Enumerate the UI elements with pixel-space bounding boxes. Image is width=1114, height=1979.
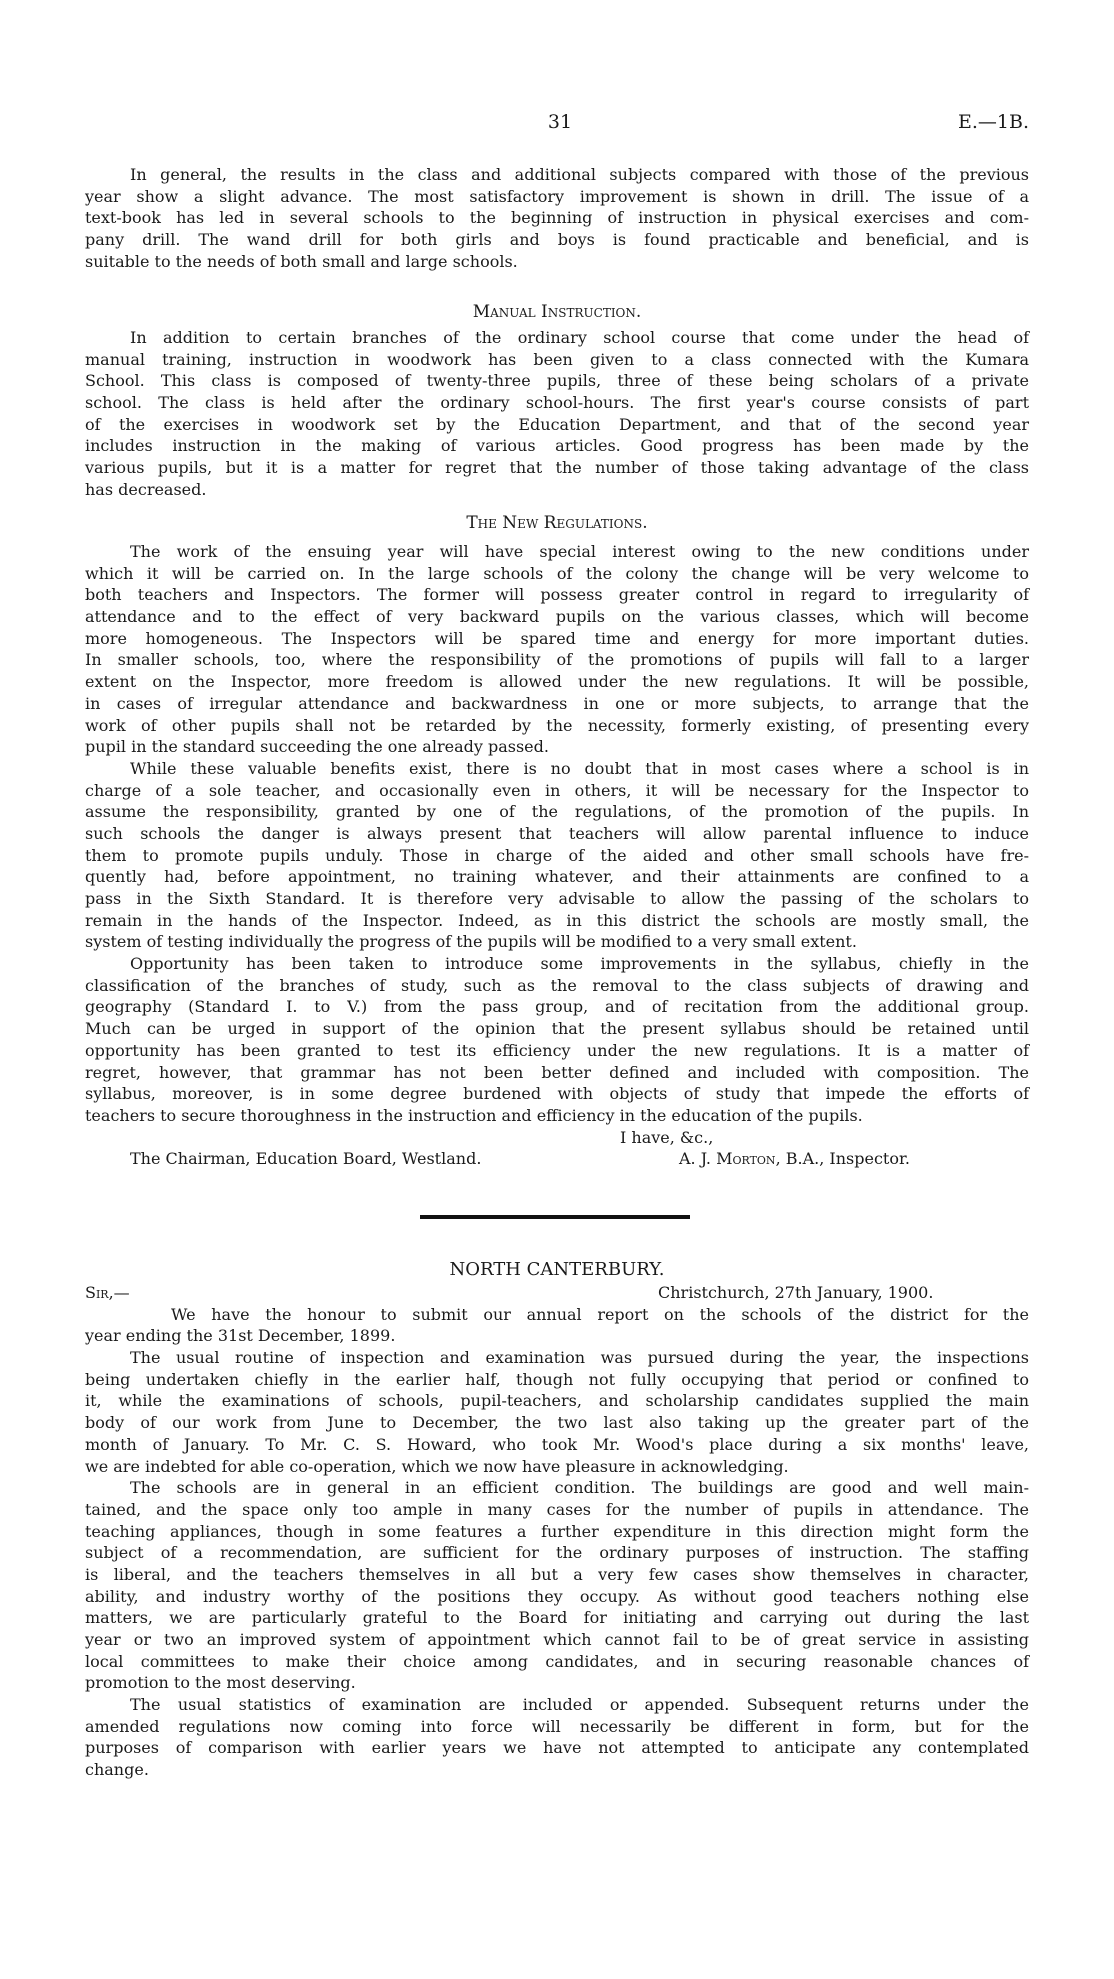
text-line: being undertaken chiefly in the earlier half, though not fully occupying that period or confined to	[85, 1369, 1029, 1389]
text-line: matters, we are particularly grateful to the Board for initiating and carrying out during the last	[85, 1608, 1029, 1628]
text-line: them to promote pupils unduly. Those in charge of the aided and other small schools have fre-	[85, 845, 1029, 865]
text-line: year show a slight advance. The most satisfactory improvement is shown in drill. The issue of a	[85, 186, 1029, 206]
closing-formula: I have, &c.,	[620, 1127, 714, 1147]
document-reference	[958, 111, 1029, 133]
heading-north-canterbury: NORTH CANTERBURY.	[449, 1259, 665, 1280]
text-line: The schools are in general in an efficient condition. The buildings are good and well main-	[130, 1478, 1029, 1498]
text-line: In general, the results in the class and additional subjects compared with those of the previous	[130, 165, 1029, 184]
signature-row	[85, 1148, 1029, 1170]
text-line: local committees to make their choice among candidates, and in securing reasonable chances of	[85, 1651, 1029, 1671]
paragraph-routine	[85, 1347, 1029, 1477]
document-reference-suffix: B.	[1008, 111, 1029, 133]
addressee: The Chairman, Education Board, Westland.	[130, 1149, 482, 1169]
text-line: The work of the ensuing year will have special interest owing to the new conditions under	[130, 542, 1029, 561]
signature-title: , B.A., Inspector.	[775, 1149, 910, 1169]
place-and-date: Christchurch, 27th January, 1900.	[658, 1283, 934, 1302]
text-line: purposes of comparison with earlier years we have not attempted to anticipate any contemplated	[85, 1738, 1029, 1758]
text-line: attendance and to the effect of very backward pupils on the various classes, which will become	[85, 607, 1029, 627]
text-line: The usual statistics of examination are included or appended. Subsequent returns under the	[130, 1695, 1029, 1715]
text-line: extent on the Inspector, more freedom is allowed under the new regulations. It will be possible,	[85, 672, 1029, 692]
signature-initials: A. J.	[679, 1149, 717, 1169]
text-line: In smaller schools, too, where the responsibility of the promotions of pupils will fall to a larger	[85, 650, 1029, 670]
text-line: body of our work from June to December, the two last also taking up the greater part of the	[85, 1413, 1029, 1433]
text-line: which it will be carried on. In the large schools of the colony the change will be very welcome to	[85, 563, 1029, 583]
text-line: Opportunity has been taken to introduce some improvements in the syllabus, chiefly in the	[130, 954, 1029, 974]
text-line: more homogeneous. The Inspectors will be spared time and energy for more important duties.	[85, 628, 1029, 648]
text-line: syllabus, moreover, is in some degree burdened with objects of study that impede the efforts of	[85, 1084, 1029, 1104]
text-line: suitable to the needs of both small and large schools.	[85, 251, 518, 271]
text-line: remain in the hands of the Inspector. Indeed, as in this district the schools are mostly small, the	[85, 910, 1029, 930]
heading-manual-instruction: Manual Instruction.	[472, 302, 642, 322]
text-line: includes instruction in the making of various articles. Good progress has been made by the	[85, 436, 1029, 456]
text-line: In addition to certain branches of the ordinary school course that come under the head of	[130, 328, 1029, 347]
text-line: of the exercises in woodwork set by the Education Department, and that of the second year	[85, 414, 1029, 434]
text-line: pany drill. The wand drill for both girls and boys is found practicable and beneficial, and is	[85, 230, 1029, 250]
text-line: system of testing individually the progress of the pupils will be modified to a very small extent.	[85, 932, 857, 952]
text-line: pass in the Sixth Standard. It is therefore very advisable to allow the passing of the scholars to	[85, 889, 1029, 908]
text-line: manual training, instruction in woodwork has been given to a class connected with the Kumara	[85, 349, 1029, 369]
text-line: We have the honour to submit our annual report on the schools of the district for the	[171, 1304, 1029, 1324]
signature	[679, 1148, 910, 1170]
text-line: amended regulations now coming into force will necessarily be different in form, but for the	[85, 1716, 1029, 1736]
paragraph-manual-instruction	[85, 327, 1029, 501]
text-line: promotion to the most deserving.	[85, 1673, 356, 1693]
text-line: both teachers and Inspectors. The former will possess greater control in regard to irregularity of	[85, 585, 1029, 605]
manual-instruction-section	[85, 327, 1029, 501]
text-line: has decreased.	[85, 479, 207, 499]
text-line: assume the responsibility, granted by one of the regulations, of the promotion of the pupils. In	[85, 802, 1029, 822]
text-line: work of other pupils shall not be retarded by the necessity, formerly existing, of presenting every	[85, 715, 1029, 735]
paragraph-statistics	[85, 1694, 1029, 1781]
text-line: opportunity has been granted to test its efficiency under the new regulations. It is a matter of	[85, 1040, 1029, 1060]
text-line: various pupils, but it is a matter for regret that the number of those taking advantage of the class	[85, 458, 1029, 478]
text-line: While these valuable benefits exist, there is no doubt that in most cases where a school is in	[130, 758, 1029, 778]
text-line: charge of a sole teacher, and occasionally even in others, it will be necessary for the Inspector to	[85, 780, 1029, 800]
text-line: tained, and the space only too ample in many cases for the number of pupils in attendance. The	[85, 1499, 1029, 1519]
text-line: school. The class is held after the ordinary school-hours. The first year's course consists of part	[85, 393, 1029, 413]
salutation-row	[85, 1282, 1029, 1304]
text-line: year or two an improved system of appointment which cannot fail to be of great service in assisting	[85, 1630, 1029, 1649]
text-line: The usual routine of inspection and examination was pursued during the year, the inspections	[130, 1348, 1029, 1368]
text-line: classification of the branches of study, such as the removal to the class subjects of drawing and	[85, 975, 1029, 995]
text-line: ability, and industry worthy of the positions they occupy. As without good teachers nothing else	[85, 1586, 1029, 1606]
text-line: quently had, before appointment, no training whatever, and their attainments are confined to a	[85, 867, 1029, 887]
text-line: subject of a recommendation, are sufficient for the ordinary purposes of instruction. The staffing	[85, 1543, 1029, 1563]
page-number: 31	[547, 111, 573, 133]
text-line: text-book has led in several schools to the beginning of instruction in physical exercises and com-	[85, 208, 1029, 228]
new-regulations-section	[85, 541, 1029, 1170]
text-line: geography (Standard I. to V.) from the pass group, and of recitation from the additional group.	[85, 997, 1029, 1017]
heading-new-regulations: The New Regulations.	[466, 513, 648, 533]
text-line: teaching appliances, though in some features a further expenditure in this direction might form the	[85, 1521, 1029, 1541]
text-line: in cases of irregular attendance and backwardness in one or more subjects, to arrange that the	[85, 693, 1029, 713]
text-line: change.	[85, 1760, 149, 1780]
text-line: is liberal, and the teachers themselves in all but a very few cases show themselves in character,	[85, 1564, 1029, 1584]
paragraph-results	[85, 164, 1029, 272]
document-reference-main: E.—1	[957, 111, 1009, 133]
text-line: School. This class is composed of twenty-three pupils, three of these being scholars of a private	[85, 371, 1029, 391]
paragraph-syllabus	[85, 953, 1029, 1127]
text-line: such schools the danger is always present that teachers will allow parental influence to induce	[85, 823, 1029, 843]
text-line: Much can be urged in support of the opinion that the present syllabus should be retained until	[85, 1019, 1029, 1039]
paragraph-schools-condition	[85, 1477, 1029, 1694]
section-divider-rule	[420, 1215, 690, 1219]
text-line: pupil in the standard succeeding the one already passed.	[85, 737, 549, 757]
closing-row	[85, 1127, 1029, 1149]
text-line: month of January. To Mr. C. S. Howard, who took Mr. Wood's place during a six months' leave,	[85, 1434, 1029, 1454]
text-line: year ending the 31st December, 1899.	[85, 1326, 396, 1346]
paragraph-ensuing-year	[85, 541, 1029, 758]
text-line: it, while the examinations of schools, pupil-teachers, and scholarship candidates supplied the main	[85, 1391, 1029, 1411]
text-line: regret, however, that grammar has not been better defined and included with composition. The	[85, 1062, 1029, 1082]
salutation: Sir,—	[85, 1283, 130, 1302]
signature-surname: Morton	[716, 1149, 776, 1169]
westland-intro-section	[85, 164, 1029, 272]
text-line: teachers to secure thoroughness in the instruction and efficiency in the education of the pupils.	[85, 1105, 863, 1125]
paragraph-valuable-benefits	[85, 758, 1029, 953]
north-canterbury-section	[85, 1282, 1029, 1781]
paragraph-annual-report	[85, 1304, 1029, 1347]
text-line: we are indebted for able co-operation, which we now have pleasure in acknowledging.	[85, 1456, 789, 1476]
